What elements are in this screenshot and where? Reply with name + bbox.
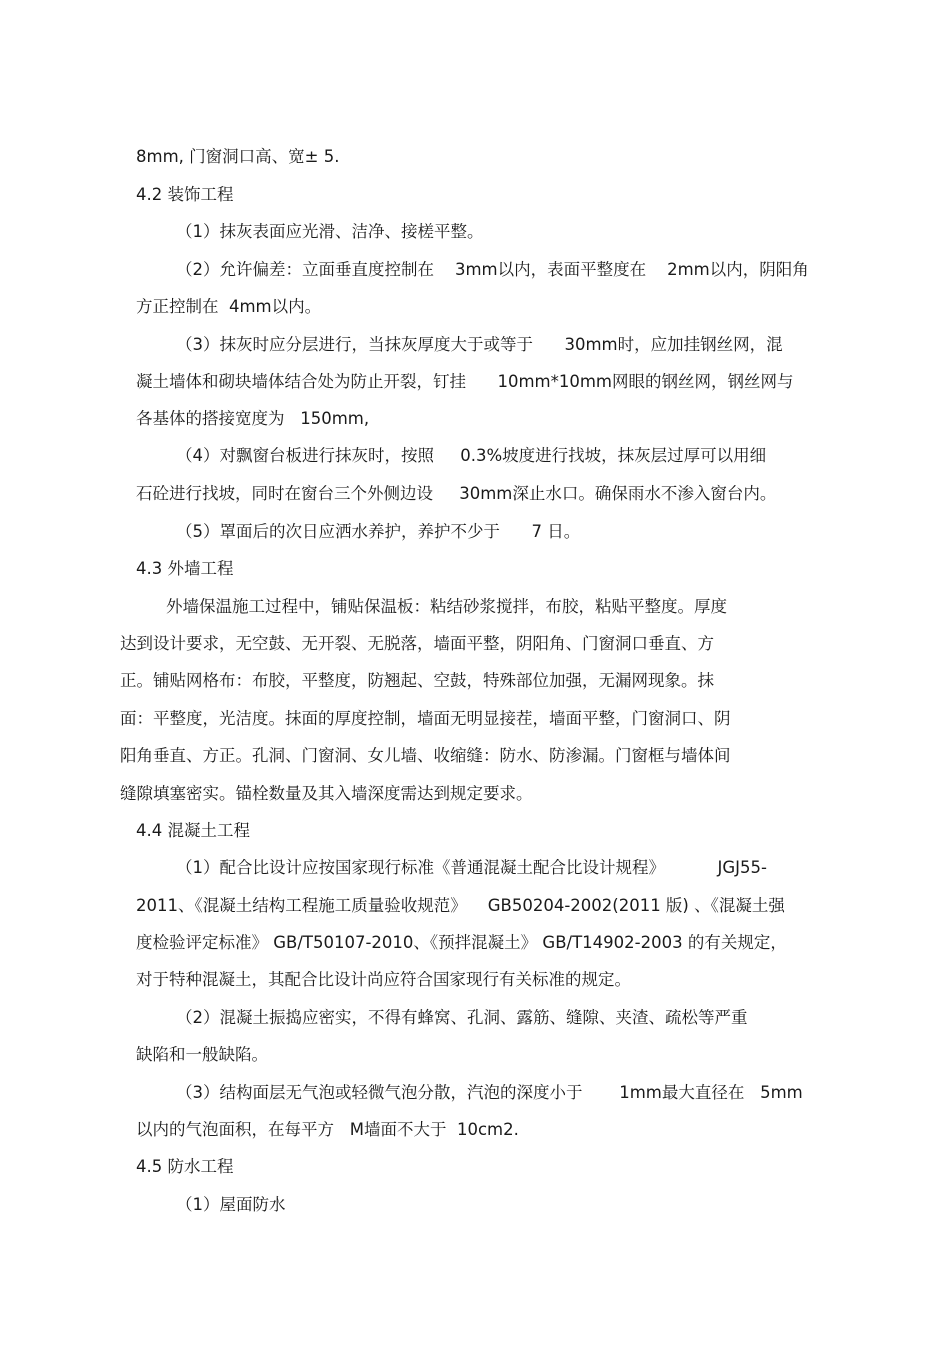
text-line: 达到设计要求，无空鼓、无开裂、无脱落，墙面平整，阴阳角、门窗洞口垂直、方 [120,634,714,653]
text-line: 缺陷和一般缺陷。 [136,1045,268,1064]
section-heading: 4.3 外墙工程 [136,559,234,578]
text-line: 面：平整度，光洁度。抹面的厚度控制，墙面无明显接茬，墙面平整，门窗洞口、阴 [120,709,731,728]
text-line: （3）结构面层无气泡或轻微气泡分散，汽泡的深度小于 1mm最大直径在 5mm [176,1083,803,1102]
text-line: （3）抹灰时应分层进行，当抹灰厚度大于或等于 30mm时，应加挂钢丝网，混 [176,335,783,354]
text-line: 阳角垂直、方正。孔洞、门窗洞、女儿墙、收缩缝：防水、防渗漏。门窗框与墙体间 [120,746,731,765]
text-line: 度检验评定标准》 GB/T50107-2010、《预拌混凝土》 GB/T14902-2003 的有关规定， [136,933,787,952]
text-line: 方正控制在 4mm以内。 [136,297,322,316]
text-line: （2）允许偏差：立面垂直度控制在 3mm以内，表面平整度在 2mm以内，阴阳角 [176,260,809,279]
section-heading: 4.4 混凝土工程 [136,821,250,840]
text-line: （1）屋面防水 [176,1195,286,1214]
text-line: （4）对飘窗台板进行抹灰时，按照 0.3%坡度进行找坡，抹灰层过厚可以用细 [176,446,767,465]
text-line: 2011、《混凝土结构工程施工质量验收规范》 GB50204-2002(2011 版) 、《混凝土强 [136,896,785,915]
text-line: （1）配合比设计应按国家现行标准《普通混凝土配合比设计规程》 JGJ55- [176,858,767,877]
text-line: 外墙保温施工过程中，铺贴保温板：粘结砂浆搅拌，布胶，粘贴平整度。厚度 [166,597,727,616]
text-line: （2）混凝土振捣应密实，不得有蜂窝、孔洞、露筋、缝隙、夹渣、疏松等严重 [176,1008,748,1027]
text-line: 对于特种混凝土，其配合比设计尚应符合国家现行有关标准的规定。 [136,970,631,989]
text-line: （5）罩面后的次日应洒水养护，养护不少于 7 日。 [176,522,581,541]
text-line: 缝隙填塞密实。锚栓数量及其入墙深度需达到规定要求。 [120,784,533,803]
text-line: 凝土墙体和砌块墙体结合处为防止开裂，钉挂 10mm*10mm网眼的钢丝网，钢丝网与 [136,372,794,391]
text-line: 各基体的搭接宽度为 150mm, [136,409,370,428]
text-line: 石砼进行找坡，同时在窗台三个外侧边设 30mm深止水口。确保雨水不渗入窗台内。 [136,484,777,503]
text-line: 以内的气泡面积，在每平方 M墙面不大于 10cm2. [136,1120,519,1139]
text-line: 8mm, 门窗洞口高、宽± 5. [136,147,340,166]
section-heading: 4.2 装饰工程 [136,185,234,204]
text-line: （1）抹灰表面应光滑、洁净、接槎平整。 [176,222,484,241]
section-heading: 4.5 防水工程 [136,1157,234,1176]
text-line: 正。铺贴网格布：布胶，平整度，防翘起、空鼓，特殊部位加强，无漏网现象。抹 [120,671,714,690]
